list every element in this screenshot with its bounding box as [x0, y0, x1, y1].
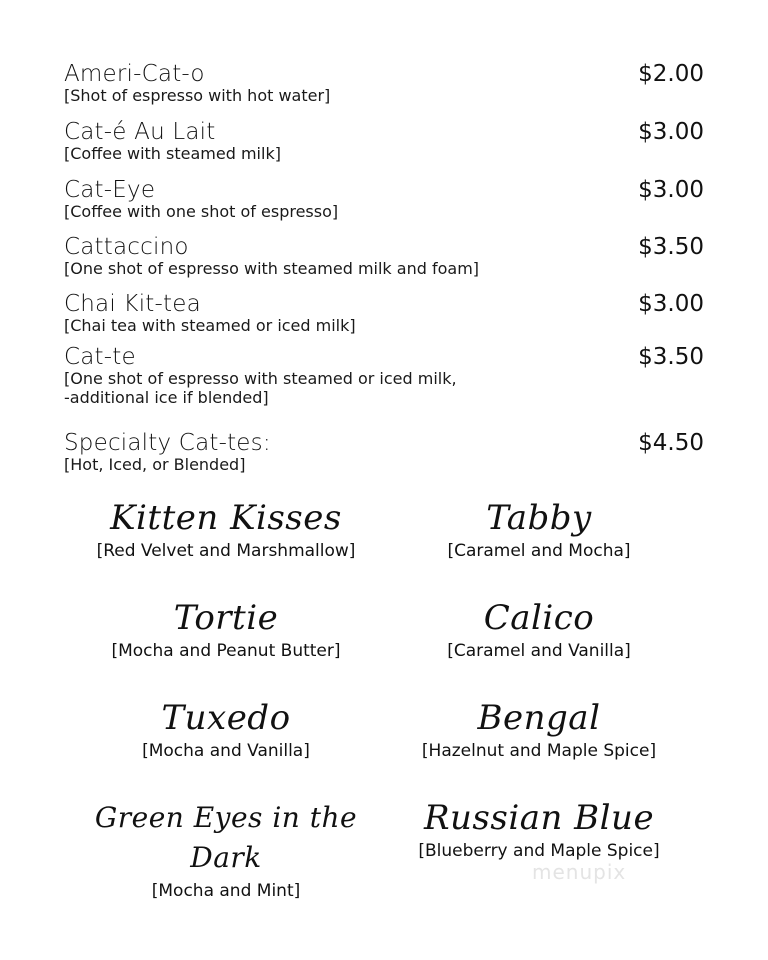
- item-description: [Hot, Iced, or Blended]: [64, 455, 246, 474]
- item-price: $4.50: [638, 430, 704, 456]
- menu-item-americato: [64, 62, 704, 105]
- specialty-description: [Mocha and Mint]: [151, 881, 301, 901]
- specialty-name: Tortie: [173, 598, 279, 638]
- menu-item-cat-eye: [64, 178, 704, 221]
- specialty-description: [Blueberry and Maple Spice]: [418, 841, 660, 861]
- item-description: [One shot of espresso with steamed milk and foam]: [64, 259, 480, 278]
- specialty-calico: [369, 598, 709, 662]
- specialty-kitten-kisses: [56, 498, 396, 562]
- item-name: Specialty Cat-tes:: [64, 430, 271, 456]
- specialty-name: Green Eyes in the Dark: [94, 801, 358, 874]
- menu-item-chai-kit-tea: [64, 292, 704, 335]
- specialty-name: Calico: [483, 598, 595, 638]
- specialty-tuxedo: [56, 698, 396, 762]
- menu-item-cattaccino: [64, 235, 704, 278]
- watermark: menupix: [532, 860, 627, 884]
- specialty-name: Russian Blue: [423, 798, 655, 838]
- item-price: $3.00: [638, 177, 704, 203]
- item-name: Ameri-Cat-o: [64, 61, 205, 87]
- item-name: Cat-te: [64, 344, 136, 370]
- specialty-description: [Caramel and Mocha]: [447, 541, 631, 561]
- specialty-name: Tuxedo: [161, 698, 291, 738]
- specialty-name: Kitten Kisses: [110, 498, 342, 538]
- specialty-description: [Mocha and Vanilla]: [142, 741, 310, 761]
- specialty-description: [Hazelnut and Maple Spice]: [421, 741, 657, 761]
- item-price: $3.00: [638, 291, 704, 317]
- specialty-name: Tabby: [486, 498, 592, 538]
- item-name: Cat-Eye: [64, 177, 156, 203]
- item-name: Cattaccino: [64, 234, 189, 260]
- specialty-description: [Red Velvet and Marshmallow]: [96, 541, 356, 561]
- specialty-green-eyes-in-the-dark: [56, 798, 396, 902]
- item-price: $3.00: [638, 119, 704, 145]
- menu-item-specialty-cat-tes: [64, 431, 704, 474]
- item-description: [Coffee with one shot of espresso]: [64, 202, 339, 221]
- specialty-description: [Mocha and Peanut Butter]: [111, 641, 341, 661]
- specialty-name: Bengal: [477, 698, 601, 738]
- menu-item-cat-te: [64, 345, 704, 407]
- item-price: $3.50: [638, 344, 704, 370]
- menu-item-cate-au-lait: [64, 120, 704, 163]
- item-name: Chai Kit-tea: [64, 291, 201, 317]
- item-description: [Coffee with steamed milk]: [64, 144, 281, 163]
- specialty-russian-blue: [369, 798, 709, 862]
- specialty-description: [Caramel and Vanilla]: [447, 641, 631, 661]
- specialty-tortie: [56, 598, 396, 662]
- specialty-bengal: [369, 698, 709, 762]
- specialty-tabby: [369, 498, 709, 562]
- item-name: Cat-é Au Lait: [64, 119, 216, 145]
- item-description: [Chai tea with steamed or iced milk]: [64, 316, 356, 335]
- item-description: [One shot of espresso with steamed or iced milk, -additional ice if blended]: [64, 369, 457, 407]
- item-price: $2.00: [638, 61, 704, 87]
- item-price: $3.50: [638, 234, 704, 260]
- item-description: [Shot of espresso with hot water]: [64, 86, 331, 105]
